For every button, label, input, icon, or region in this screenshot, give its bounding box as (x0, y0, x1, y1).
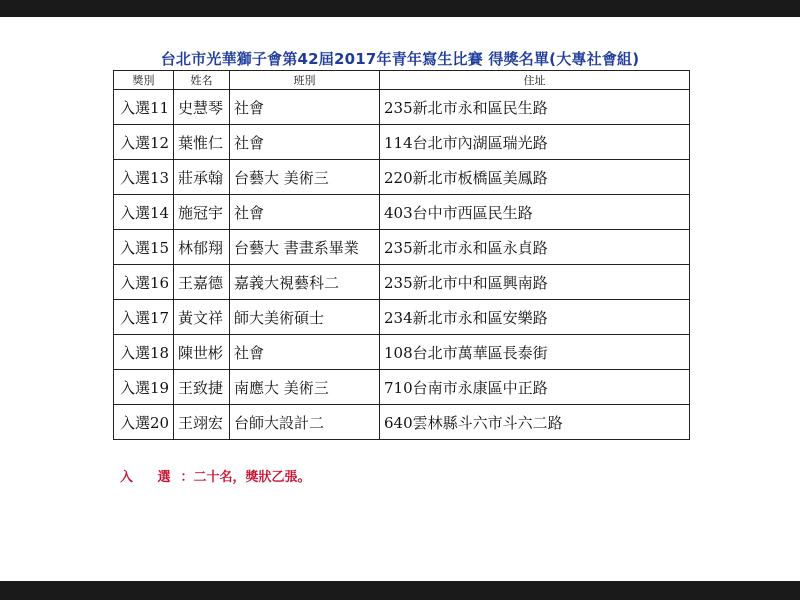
class-cell: 社會 (230, 195, 380, 230)
top-border-bar (0, 0, 800, 17)
class-cell: 嘉義大視藝科二 (230, 265, 380, 300)
class-cell: 師大美術碩士 (230, 300, 380, 335)
name-cell: 陳世彬 (174, 335, 230, 370)
table-row (114, 160, 690, 195)
table-row (114, 300, 690, 335)
class-cell: 台師大設計二 (230, 405, 380, 440)
name-cell: 黃文祥 (174, 300, 230, 335)
award-cell: 入選14 (114, 195, 174, 230)
name-cell: 史慧琴 (174, 90, 230, 125)
table-row (114, 265, 690, 300)
address-cell: 234新北市永和區安樂路 (380, 300, 690, 335)
class-cell: 台藝大 美術三 (230, 160, 380, 195)
address-cell: 235新北市永和區永貞路 (380, 230, 690, 265)
name-cell: 葉惟仁 (174, 125, 230, 160)
award-cell: 入選20 (114, 405, 174, 440)
award-cell: 入選17 (114, 300, 174, 335)
class-cell: 社會 (230, 335, 380, 370)
name-cell: 林郁翔 (174, 230, 230, 265)
address-cell: 640雲林縣斗六市斗六二路 (380, 405, 690, 440)
award-cell: 入選16 (114, 265, 174, 300)
table-row (114, 195, 690, 230)
award-cell: 入選12 (114, 125, 174, 160)
class-cell: 社會 (230, 125, 380, 160)
address-cell: 220新北市板橋區美鳳路 (380, 160, 690, 195)
class-cell: 南應大 美術三 (230, 370, 380, 405)
table-row (114, 125, 690, 160)
table-row (114, 370, 690, 405)
name-cell: 施冠宇 (174, 195, 230, 230)
address-cell: 108台北市萬華區長泰街 (380, 335, 690, 370)
address-cell: 403台中市西區民生路 (380, 195, 690, 230)
award-note (120, 466, 311, 485)
address-cell: 710台南市永康區中正路 (380, 370, 690, 405)
name-cell: 莊承翰 (174, 160, 230, 195)
header-award: 獎別 (114, 71, 174, 90)
award-note-label: 入 選 (120, 470, 181, 485)
address-cell: 114台北市內湖區瑞光路 (380, 125, 690, 160)
award-note-text: ：二十名，獎狀乙張。 (180, 470, 311, 485)
header-class: 班別 (230, 71, 380, 90)
header-name: 姓名 (174, 71, 230, 90)
header-address: 住址 (380, 71, 690, 90)
name-cell: 王致捷 (174, 370, 230, 405)
bottom-border-bar (0, 581, 800, 600)
award-cell: 入選15 (114, 230, 174, 265)
table-row (114, 335, 690, 370)
class-cell: 台藝大 書畫系畢業 (230, 230, 380, 265)
page-title: 台北市光華獅子會第42屆2017年青年寫生比賽 得獎名單(大專社會組) (160, 50, 640, 68)
class-cell: 社會 (230, 90, 380, 125)
award-cell: 入選18 (114, 335, 174, 370)
award-cell: 入選13 (114, 160, 174, 195)
address-cell: 235新北市中和區興南路 (380, 265, 690, 300)
table-row (114, 405, 690, 440)
table-header-row (114, 71, 690, 90)
awards-table (113, 70, 690, 440)
award-cell: 入選19 (114, 370, 174, 405)
award-cell: 入選11 (114, 90, 174, 125)
table-row (114, 230, 690, 265)
table-row (114, 90, 690, 125)
name-cell: 王翊宏 (174, 405, 230, 440)
name-cell: 王嘉德 (174, 265, 230, 300)
address-cell: 235新北市永和區民生路 (380, 90, 690, 125)
